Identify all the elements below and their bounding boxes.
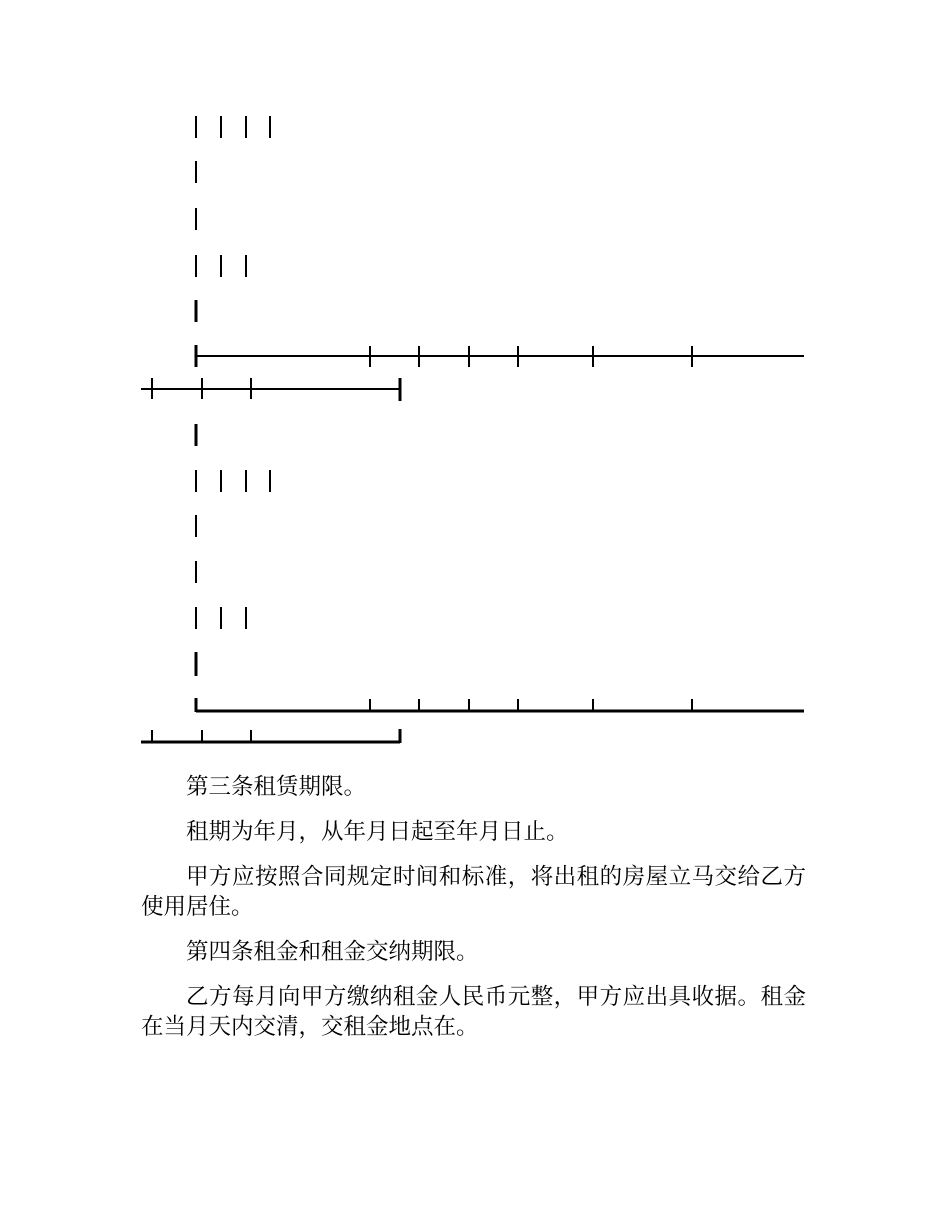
clause-heading-lease-term: 第三条租赁期限。: [186, 774, 367, 800]
upper-horizontal-rule: [196, 345, 804, 367]
upper-continuation-rule: [141, 378, 400, 401]
lower-continuation-rule: [141, 729, 400, 743]
rent-payment-paragraph: 乙方每月向甲方缴纳租金人民币元整，甲方应出具收据。租金在当月天内交清，交租金地点在。: [141, 984, 806, 1040]
clause-heading-rent: 第四条租金和租金交纳期限。: [186, 939, 479, 965]
lease-term-paragraph: 租期为年月，从年月日起至年月日止。: [186, 819, 569, 845]
lower-vertical-rules: [196, 424, 270, 676]
handover-paragraph: 甲方应按照合同规定时间和标准，将出租的房屋立马交给乙方使用居住。: [141, 864, 806, 920]
lower-horizontal-rule: [196, 698, 804, 712]
upper-vertical-rules: [196, 116, 270, 322]
document-body: [141, 772, 806, 1057]
